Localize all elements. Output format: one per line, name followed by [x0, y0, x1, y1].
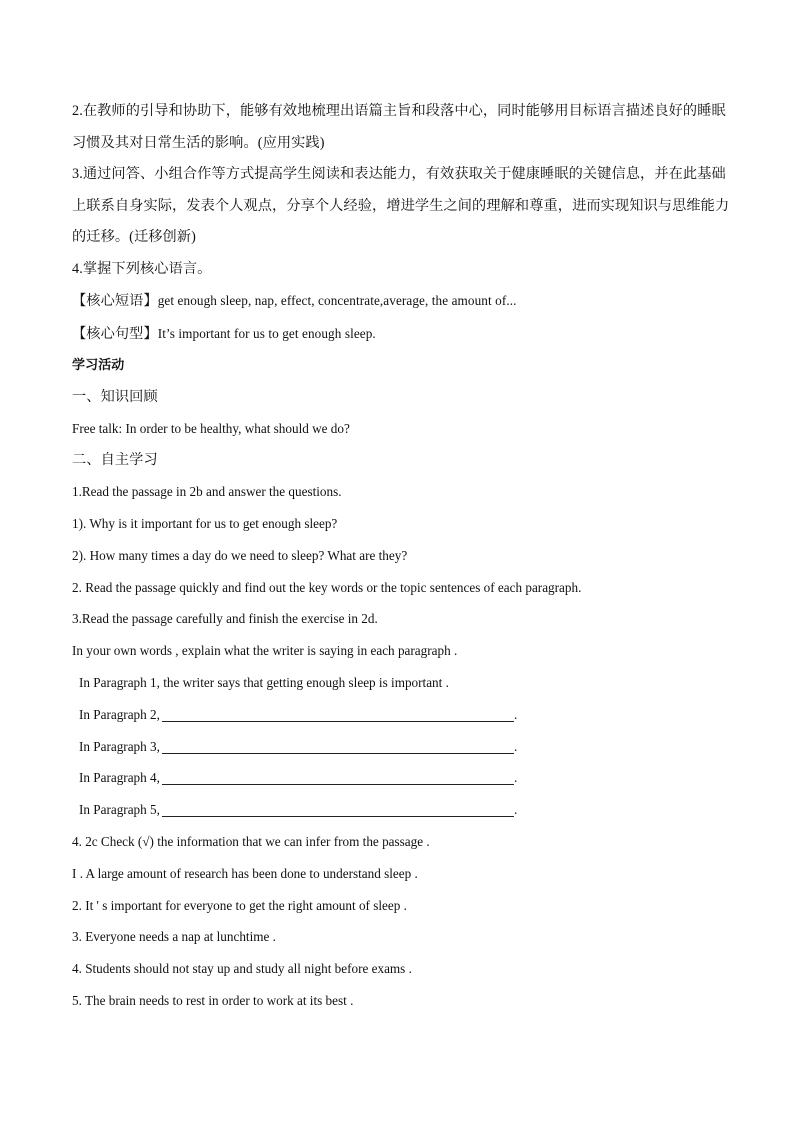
core-phrases-label: 【核心短语】	[72, 293, 158, 309]
paragraph-2-label: In Paragraph 2,	[79, 706, 160, 722]
objective-3: 3.通过问答、小组合作等方式提高学生阅读和表达能力，有效获取关于健康睡眠的关键信息，并在此基础上联系自身实际，发表个人观点，分享个人经验，增进学生之间的理解和尊重，进而实现知识与思维能力的迁移。(迁移创新)	[72, 166, 730, 245]
fill-blank-5[interactable]	[162, 802, 514, 817]
blank-end-2: .	[513, 706, 518, 722]
question-3: 3.Read the passage carefully and finish the exercise in 2d.	[72, 611, 378, 627]
part2-title: 二、自主学习	[72, 451, 158, 468]
question-1-1: 1). Why is it important for us to get enough sleep?	[72, 516, 338, 532]
blank-end-5: .	[513, 802, 518, 818]
paragraph-5-label: In Paragraph 5,	[79, 802, 160, 818]
statement-3: 3. Everyone needs a nap at lunchtime .	[72, 929, 276, 945]
free-talk: Free talk: In order to be healthy, what should we do?	[72, 421, 350, 436]
explain-instruction: In your own words , explain what the writer is saying in each paragraph .	[72, 643, 458, 659]
statement-1: I . A large amount of research has been done to understand sleep .	[72, 865, 418, 881]
core-sentence-line	[72, 318, 732, 351]
part1-title: 一、知识回顾	[72, 388, 158, 405]
objective-4: 4.掌握下列核心语言。	[72, 260, 212, 277]
core-sentence-text: It’s important for us to get enough sleep.	[157, 325, 376, 341]
blank-end-4: .	[513, 770, 518, 786]
paragraph-5-line	[72, 794, 732, 826]
blank-end-3: .	[513, 738, 518, 754]
paragraph-4-line	[72, 762, 732, 794]
core-sentence-label: 【核心句型】	[72, 325, 158, 342]
statement-5: 5. The brain needs to rest in order to work at its best .	[72, 993, 354, 1009]
paragraph-4-label: In Paragraph 4,	[79, 770, 160, 786]
statement-2: 2. It ' s important for everyone to get the right amount of sleep .	[72, 897, 407, 913]
question-4: 4. 2c Check (√) the information that we can infer from the passage .	[72, 834, 430, 850]
document-page	[72, 96, 732, 1017]
fill-blank-2[interactable]	[162, 707, 514, 722]
objective-2: 2.在教师的引导和协助下，能够有效地梳理出语篇主旨和段落中心，同时能够用目标语言描述良好的睡眠习惯及其对日常生活的影响。(应用实践)	[72, 103, 726, 151]
paragraph-3-line	[72, 731, 732, 763]
core-phrases-line	[72, 285, 732, 318]
activities-heading: 学习活动	[72, 358, 125, 373]
core-phrases-text: get enough sleep, nap, effect, concentrate,average, the amount of...	[157, 293, 517, 308]
paragraph-1-line: In Paragraph 1, the writer says that getting enough sleep is important .	[79, 675, 449, 691]
question-2: 2. Read the passage quickly and find out the key words or the topic sentences of each paragraph.	[72, 579, 582, 595]
paragraph-2-line	[72, 699, 732, 731]
question-1-2: 2). How many times a day do we need to sleep? What are they?	[72, 547, 408, 563]
statement-4: 4. Students should not stay up and study all night before exams .	[72, 961, 412, 977]
fill-blank-3[interactable]	[162, 739, 514, 754]
question-1: 1.Read the passage in 2b and answer the questions.	[72, 484, 342, 500]
fill-blank-4[interactable]	[162, 770, 514, 785]
paragraph-3-label: In Paragraph 3,	[79, 738, 160, 754]
